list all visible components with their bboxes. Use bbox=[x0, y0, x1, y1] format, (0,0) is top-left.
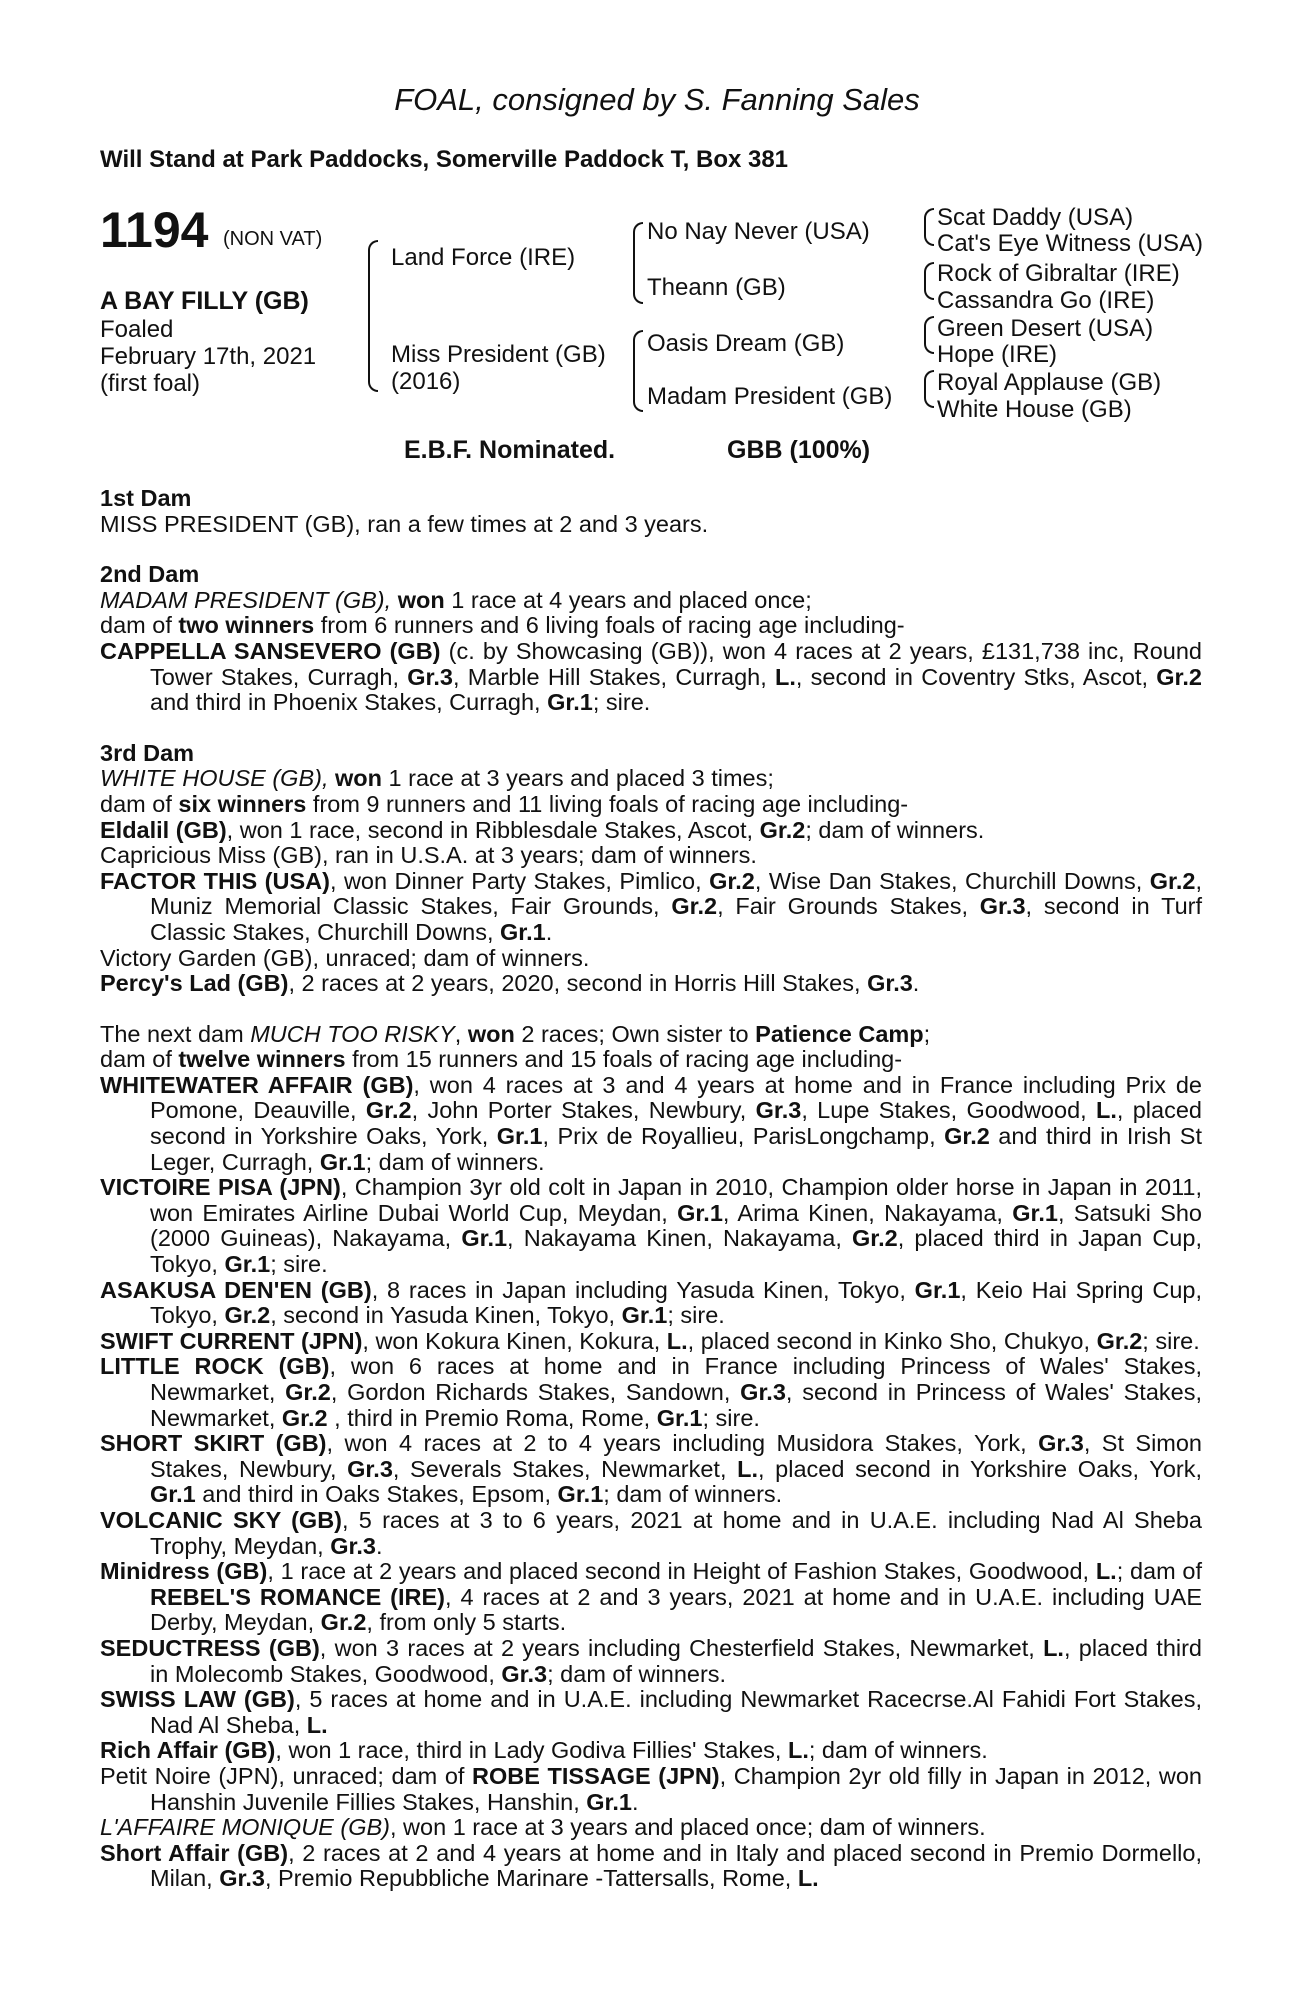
next-dam-entry-6: SHORT SKIRT (GB), won 4 races at 2 to 4 years including Musidora Stakes, York, Gr.3, St Simon Stakes, Newbury, Gr.3, Severals Stakes, Newmarket, L., placed second in Yorkshire Oaks, York, Gr.1 and third in Oaks Stakes, Epsom, Gr.1; dam of winners. bbox=[100, 1430, 1203, 1508]
foal-note: (first foal) bbox=[100, 370, 201, 397]
lot-number: 1194 bbox=[100, 202, 209, 258]
next-dam-entry-10: SWISS LAW (GB), 5 races at home and in U.A.E. including Newmarket Racecrse.Al Fahidi Fort Stakes, Nad Al Sheba, L. bbox=[100, 1686, 1202, 1738]
brace-g3 bbox=[924, 316, 934, 354]
next-dam-line1: The next dam MUCH TOO RISKY, won 2 races; Own sister to Patience Camp; bbox=[100, 1020, 931, 1047]
ped-sire-dam: Theann (GB) bbox=[647, 274, 786, 301]
ped-g4: Cassandra Go (IRE) bbox=[937, 287, 1155, 314]
third-dam-entry-5: Percy's Lad (GB), 2 races at 2 years, 2020, second in Horris Hill Stakes, Gr.3. bbox=[100, 970, 920, 997]
brace-g4 bbox=[924, 370, 934, 408]
first-dam-heading: 1st Dam bbox=[100, 485, 192, 511]
gbb-note: GBB (100%) bbox=[727, 436, 871, 464]
ped-sire-sire: No Nay Never (USA) bbox=[647, 218, 870, 245]
brace-g2 bbox=[924, 262, 934, 300]
ebf-note: E.B.F. Nominated. bbox=[404, 436, 616, 464]
first-dam-text: MISS PRESIDENT (GB), ran a few times at 2 and 3 years. bbox=[100, 510, 709, 537]
ped-g3: Rock of Gibraltar (IRE) bbox=[937, 260, 1180, 287]
next-dam-entry-3: ASAKUSA DEN'EN (GB), 8 races in Japan including Yasuda Kinen, Tokyo, Gr.1, Keio Hai Spring Cup, Tokyo, Gr.2, second in Yasuda Kinen, Tokyo, Gr.1; sire. bbox=[100, 1276, 1202, 1329]
second-dam-heading: 2nd Dam bbox=[100, 561, 200, 588]
family-notes bbox=[100, 486, 1202, 1892]
next-dam-entry-11: Rich Affair (GB), won 1 race, third in Lady Godiva Fillies' Stakes, L.; dam of winners. bbox=[100, 1737, 988, 1764]
foaled-label: Foaled bbox=[100, 316, 174, 343]
ped-g8: White House (GB) bbox=[937, 396, 1132, 423]
stand-info: Will Stand at Park Paddocks, Somerville Paddock T, Box 381 bbox=[100, 146, 789, 173]
ped-g7: Royal Applause (GB) bbox=[937, 369, 1162, 396]
next-dam-entry-5: LITTLE ROCK (GB), won 6 races at home and in France including Princess of Wales' Stakes, Newmarket, Gr.2, Gordon Richards Stakes, Sandown, Gr.3, second in Princess of Wales' Stakes, Newmarket, Gr.2 , third in Premio Roma, Rome, Gr.1; sire. bbox=[100, 1353, 1203, 1431]
third-dam-line1: WHITE HOUSE (GB), won 1 race at 3 years and placed 3 times; bbox=[100, 765, 774, 792]
third-dam-entry-4: Victory Garden (GB), unraced; dam of winners. bbox=[100, 944, 590, 971]
ped-dam-sire: Oasis Dream (GB) bbox=[647, 330, 845, 357]
next-dam-entry-1: WHITEWATER AFFAIR (GB), won 4 races at 3 and 4 years at home and in France including Prix de Pomone, Deauville, Gr.2, John Porter Stakes, Newbury, Gr.3, Lupe Stakes, Goodwood, L., placed second in Yorkshire Oaks, York, Gr.1, Prix de Royallieu, ParisLongchamp, Gr.2 and third in Irish St Leger, Curragh, Gr.1; dam of winners. bbox=[100, 1071, 1202, 1175]
second-dam-entry: CAPPELLA SANSEVERO (GB) (c. by Showcasing (GB)), won 4 races at 2 years, £131,738 inc, Round Tower Stakes, Curragh, Gr.3, Marble Hill Stakes, Curragh, L., second in Coventry Stks, Ascot, Gr.2 and third in Phoenix Stakes, Curragh, Gr.1; sire. bbox=[100, 637, 1203, 716]
ped-g2: Cat's Eye Witness (USA) bbox=[937, 230, 1203, 257]
lot-title: A BAY FILLY (GB) bbox=[100, 287, 309, 315]
ped-dam-dam: Madam President (GB) bbox=[647, 383, 893, 410]
ped-g1: Scat Daddy (USA) bbox=[937, 204, 1134, 231]
next-dam-entry-12: Petit Noire (JPN), unraced; dam of ROBE TISSAGE (JPN), Champion 2yr old filly in Japan in 2012, won Hanshin Juvenile Fillies Stakes, Hanshin, Gr.1. bbox=[100, 1762, 1202, 1815]
ped-dam-year: (2016) bbox=[391, 368, 461, 395]
next-dam-entry-7: VOLCANIC SKY (GB), 5 races at 3 to 6 years, 2021 at home and in U.A.E. including Nad Al Sheba Trophy, Meydan, Gr.3. bbox=[100, 1506, 1202, 1559]
next-dam-entry-8: Minidress (GB), 1 race at 2 years and placed second in Height of Fashion Stakes, Goodwood, L.; dam of REBEL'S ROMANCE (IRE), 4 races at 2 and 3 years, 2021 at home and in U.A.E. including UAE Derby, Meydan, Gr.2, from only 5 starts. bbox=[100, 1558, 1202, 1636]
next-dam-entry-2: VICTOIRE PISA (JPN), Champion 3yr old colt in Japan in 2010, Champion older horse in Japan in 2011, won Emirates Airline Dubai World Cup, Meydan, Gr.1, Arima Kinen, Nakayama, Gr.1, Satsuki Sho (2000 Guineas), Nakayama, Gr.1, Nakayama Kinen, Nakayama, Gr.2, placed third in Japan Cup, Tokyo, Gr.1; sire. bbox=[100, 1174, 1203, 1278]
third-dam-line2: dam of six winners from 9 runners and 11 living foals of racing age including- bbox=[100, 790, 909, 817]
next-dam-entry-13: L'AFFAIRE MONIQUE (GB), won 1 race at 3 years and placed once; dam of winners. bbox=[100, 1814, 986, 1841]
ped-g5: Green Desert (USA) bbox=[937, 315, 1154, 342]
third-dam-entry-2: Capricious Miss (GB), ran in U.S.A. at 3 years; dam of winners. bbox=[100, 842, 757, 869]
brace-dam bbox=[633, 330, 643, 412]
brace-sire bbox=[633, 222, 643, 304]
brace-g1 bbox=[924, 208, 934, 246]
second-dam-line1: MADAM PRESIDENT (GB), won 1 race at 4 years and placed once; bbox=[100, 586, 812, 613]
brace-main bbox=[368, 240, 378, 392]
third-dam-entry-3: FACTOR THIS (USA), won Dinner Party Stakes, Pimlico, Gr.2, Wise Dan Stakes, Churchill Downs, Gr.2, Muniz Memorial Classic Stakes, Fair Grounds, Gr.2, Fair Grounds Stakes, Gr.3, second in Turf Classic Stakes, Churchill Downs, Gr.1. bbox=[100, 867, 1202, 945]
ped-sire: Land Force (IRE) bbox=[391, 244, 576, 271]
next-dam-entry-14: Short Affair (GB), 2 races at 2 and 4 years at home and in Italy and placed second in Premio Dormello, Milan, Gr.3, Premio Repubbliche Marinare -Tattersalls, Rome, L. bbox=[100, 1839, 1202, 1892]
next-dam-entry-9: SEDUCTRESS (GB), won 3 races at 2 years including Chesterfield Stakes, Newmarket, L., placed third in Molecomb Stakes, Goodwood, Gr.3; dam of winners. bbox=[100, 1634, 1203, 1687]
consignor-line: FOAL, consigned by S. Fanning Sales bbox=[394, 82, 920, 117]
third-dam-heading: 3rd Dam bbox=[100, 739, 195, 766]
third-dam-entry-1: Eldalil (GB), won 1 race, second in Ribblesdale Stakes, Ascot, Gr.2; dam of winners. bbox=[100, 816, 985, 843]
ped-dam: Miss President (GB) bbox=[391, 341, 606, 368]
vat-status: (NON VAT) bbox=[223, 228, 323, 250]
foaled-date: February 17th, 2021 bbox=[100, 343, 317, 370]
next-dam-entry-4: SWIFT CURRENT (JPN), won Kokura Kinen, Kokura, L., placed second in Kinko Sho, Chukyo, Gr.2; sire. bbox=[100, 1327, 1200, 1354]
next-dam-line2: dam of twelve winners from 15 runners and 15 foals of racing age including- bbox=[100, 1046, 903, 1073]
ped-g6: Hope (IRE) bbox=[937, 341, 1058, 368]
second-dam-line2: dam of two winners from 6 runners and 6 living foals of racing age including- bbox=[100, 612, 905, 639]
